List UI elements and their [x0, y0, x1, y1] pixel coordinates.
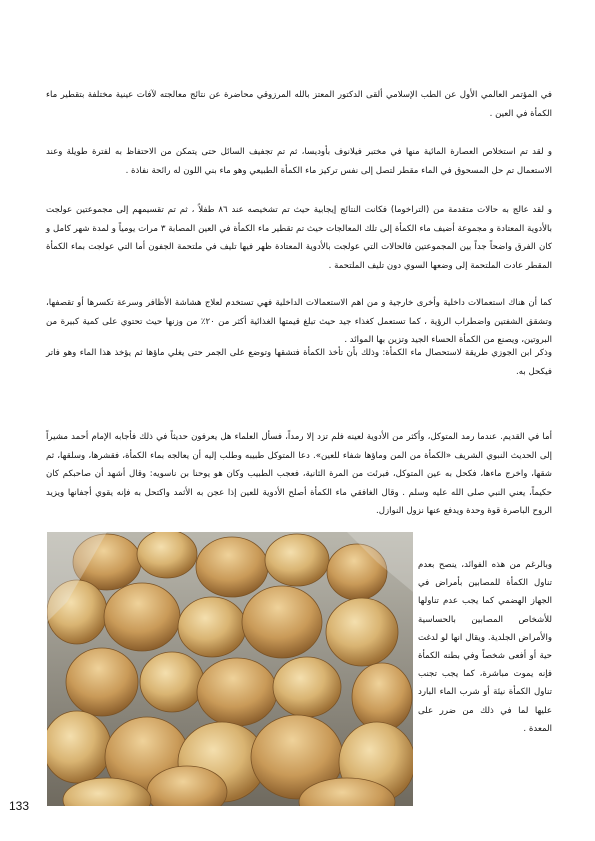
truffle-shape [242, 586, 322, 658]
truffles-photo [47, 532, 413, 806]
truffle-shape [137, 532, 197, 578]
page-number: 133 [9, 799, 30, 813]
paragraph-2: و لقد تم استخلاص العصارة المائية منها في مختبر فيلانوف بأوديسا، ثم تم تجفيف السائل حتى يتمكن من الاحتفاظ به لفترة طويلة وعند الاستعمال تم حل المسحوق في الماء مقطر لتصل إلى نفس تركيز ماء الكمأة الطبيعي وهو ماء بني اللون له رائحة نفاذة . [46, 147, 552, 176]
paragraph-1: في المؤتمر العالمي الأول عن الطب الإسلامي ألقى الدكتور المعتز بالله المرزوقي محاضرة عن نتائج معالجته لآفات عينية مختلفة بتقطير ماء الكمأة في العين . [46, 90, 552, 119]
paragraph-4: كما أن هناك استعمالات داخلية وأخرى خارجية و من اهم الاستعمالات الداخلية فهي تستخدم لعلاج هشاشة الأظافر وسرعة تكسرها أو تقصفها، وتشقق الشفتين واضطراب الرؤية ، كما تستعمل كغذاء جيد حيث تبلغ قيمتها الغذائية أكثر من ٢٠٪ من وزنها حيث تحتوي على كمية كبيرة من البروتين، ويصنع من الكمأة الحساء الجيد وتزين بها الموائد . [46, 298, 552, 345]
paragraph-5: وذكر ابن الجوزي طريقة لاستحصال ماء الكمأة: وذلك بأن تأخذ الكمأة فتشقها وتوضع على الجمر حتى يغلي ماؤها ثم يؤخذ هذا الماء وهو فاتر فيكحل به. [46, 348, 552, 377]
truffle-shape [178, 597, 246, 657]
truffle-shape [104, 583, 180, 651]
side-paragraph: وبالرغم من هذه الفوائد، ينصح بعدم تناول الكمأة للمصابين بأمراض في الجهاز الهضمي كما يجب عدم تناولها للأشخاص المصابين بالحساسية والأمراض الجلدية. ويقال انها لو لدغت حية أو أفعى شخصاً وفي بطنه الكمأة فإنه يموت مباشرة، كما يجب تجنب تناول الكمأة نيئة أو شرب الماء البارد عليها لما في ذلك من ضرر على المعدة . [418, 560, 552, 734]
truffle-shape [265, 534, 329, 586]
paragraph-3: و لقد عالج به حالات متقدمة من (التراخوما) فكانت النتائج إيجابية حيث تم تشخيصه عند ٨٦ طفلاً ، ثم تم تقسيمهم إلى مجموعتين عولجت بالأدوية المعتادة و مجموعة أضيف ماء الكمأة إلى تلك المعالجات حيث تم تقطير ماء الكمأة في العين المصابة ٣ مرات يومياً و لمدة شهر كامل و كان الفرق واضحاً جداً بين المجموعتين فالحالات التي عولجت بالأدوية المعتادة ظهر فيها تليف في ملتحمة الجفون أما التي عولجت بماء الكمأة المقطر عادت الملتحمة إلى وضعها السوي دون تليف الملتحمة . [46, 205, 552, 271]
truffle-shape [197, 658, 277, 726]
paragraph-6: أما في القديم. عندما رمد المتوكل، وأكثر من الأدوية لعينه فلم تزد إلا رمداً، فسأل العلماء هل يعرفون حديثاً في ذلك فأجابه الإمام أحمد مشيراً إلى الحديث النبوي الشريف «الكمأة من المن وماؤها شفاء للعين». دعا المتوكل طبيبه وطلب إليه أن يعالجه بماء الكمأة، فقشرها، وسلقها، ثم شقها، واخرج ماءها، فكحل به عين المتوكل، فبرئت من المرة الثانية، فعجب الطبيب وكان هو يوحنا بن ناسويه: وقال أشهد أن صاحبكم كان حكيماً، يعني النبي صلى الله عليه وسلم . وقال الغافقي ماء الكمأة أصلح الأدوية للعين إذا عجن به الأثمد واكتحل به فإنه يقوي أجفانها ويزيد الروح الباصرة قوة وحدة ويدفع عنها نزول النوازل. [46, 432, 552, 516]
truffle-shape [196, 537, 268, 597]
truffle-shape [47, 711, 111, 783]
truffle-shape [326, 598, 398, 666]
truffle-shape [140, 652, 204, 712]
truffle-shape [352, 663, 412, 731]
truffle-shape [66, 648, 138, 716]
truffle-shape [273, 657, 341, 717]
truffles-illustration [47, 532, 413, 806]
